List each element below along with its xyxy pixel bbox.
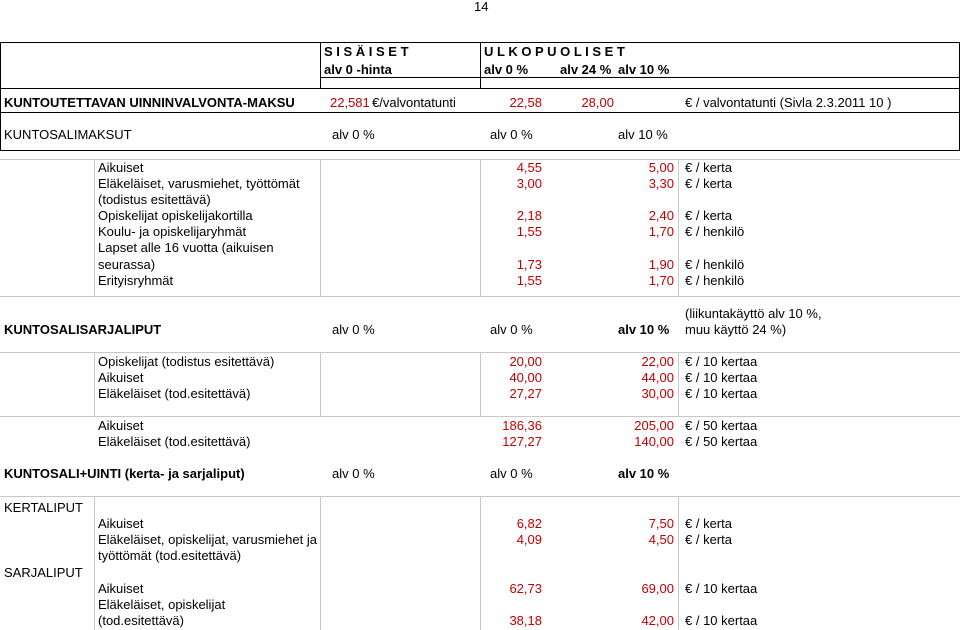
price-unit: € / 10 kertaa — [685, 370, 758, 385]
price-alv10: 3,30 — [648, 176, 674, 191]
price-alv10: 44,00 — [641, 370, 674, 385]
kertaliput-title: KERTALIPUT — [4, 500, 83, 515]
list-item: Koulu- ja opiskelijaryhmät — [98, 224, 247, 239]
kuntoutus-unit-external: € / valvontatunti (Sivla 2.3.2011 10 ) — [685, 95, 892, 110]
price-alv0: 1,55 — [516, 224, 542, 239]
price-alv10: 5,00 — [648, 160, 674, 175]
price-unit: € / 50 kertaa — [685, 418, 758, 433]
price-alv0: 4,55 — [516, 160, 542, 175]
price-alv0: 20,00 — [509, 354, 542, 369]
price-unit: € / 10 kertaa — [685, 581, 758, 596]
list-item: Eläkeläiset (tod.esitettävä) — [98, 386, 251, 401]
price-unit: € / henkilö — [685, 273, 745, 288]
kuntosali-h-alv10: alv 10 % — [618, 127, 668, 142]
price-alv0: 1,55 — [516, 273, 542, 288]
price-unit: € / 10 kertaa — [685, 354, 758, 369]
price-alv0: 38,18 — [509, 613, 542, 628]
internal-heading: S I S Ä I S E T — [324, 44, 409, 59]
page-number: 14 — [474, 0, 489, 14]
uinti-h-internal: alv 0 % — [332, 466, 375, 481]
price-alv10: 7,50 — [648, 516, 674, 531]
price-alv0: 40,00 — [509, 370, 542, 385]
list-item: (todistus esitettävä) — [98, 192, 211, 207]
kuntoutus-price-internal: 22,581 — [330, 95, 370, 110]
sarjaliput-title: KUNTOSALISARJALIPUT — [4, 322, 162, 337]
price-alv10: 42,00 — [641, 613, 674, 628]
list-item: Erityisryhmät — [98, 273, 174, 288]
kuntoutus-price-alv0: 22,58 — [509, 95, 542, 110]
price-alv10: 140,00 — [634, 434, 674, 449]
kuntosali-h-alv0: alv 0 % — [490, 127, 533, 142]
list-item: Eläkeläiset (tod.esitettävä) — [98, 434, 251, 449]
list-item: Lapset alle 16 vuotta (aikuisen — [98, 240, 274, 255]
price-alv10: 22,00 — [641, 354, 674, 369]
list-item: Aikuiset — [98, 516, 144, 531]
price-unit: € / 50 kertaa — [685, 434, 758, 449]
col-alv24: alv 24 % — [560, 62, 612, 77]
uinti-h-alv10: alv 10 % — [618, 466, 670, 481]
list-item: työttömät (tod.esitettävä) — [98, 548, 242, 563]
list-item: (tod.esitettävä) — [98, 613, 184, 628]
list-item: Aikuiset — [98, 581, 144, 596]
list-item: Aikuiset — [98, 418, 144, 433]
price-unit: € / henkilö — [685, 224, 745, 239]
list-item: Eläkeläiset, opiskelijat — [98, 597, 226, 612]
col-alv10: alv 10 % — [618, 62, 670, 77]
kuntoutus-unit-internal: €/valvontatunti — [372, 95, 456, 110]
price-alv0: 62,73 — [509, 581, 542, 596]
list-item: Eläkeläiset, varusmiehet, työttömät — [98, 176, 300, 191]
price-alv0: 4,09 — [516, 532, 542, 547]
col-alv0: alv 0 % — [484, 62, 529, 77]
list-item: Eläkeläiset, opiskelijat, varusmiehet ja — [98, 532, 317, 547]
price-alv0: 6,82 — [516, 516, 542, 531]
external-heading: U L K O P U O L I S E T — [484, 44, 625, 59]
price-unit: € / kerta — [685, 532, 732, 547]
list-item: Opiskelijat opiskelijakortilla — [98, 208, 253, 223]
price-alv0: 186,36 — [502, 418, 542, 433]
price-unit: € / henkilö — [685, 257, 745, 272]
uinti-h-alv0: alv 0 % — [490, 466, 533, 481]
price-unit: € / kerta — [685, 516, 732, 531]
price-alv10: 4,50 — [648, 532, 674, 547]
list-item: seurassa) — [98, 257, 156, 272]
list-item: Opiskelijat (todistus esitettävä) — [98, 354, 275, 369]
sarjaliput-h-alv0: alv 0 % — [490, 322, 533, 337]
kuntoutus-price-alv24: 28,00 — [581, 95, 614, 110]
col-alv0-hinta: alv 0 -hinta — [324, 62, 392, 77]
list-item: Aikuiset — [98, 370, 144, 385]
price-alv0: 127,27 — [502, 434, 542, 449]
price-alv10: 69,00 — [641, 581, 674, 596]
kuntoutus-title: KUNTOUTETTAVAN UINNINVALVONTA-MAKSU — [4, 95, 295, 110]
price-alv10: 2,40 — [648, 208, 674, 223]
list-item: Aikuiset — [98, 160, 144, 175]
price-alv10: 1,90 — [648, 257, 674, 272]
price-alv0: 1,73 — [516, 257, 542, 272]
price-unit: € / kerta — [685, 160, 732, 175]
kuntosali-title: KUNTOSALIMAKSUT — [4, 127, 132, 142]
uinti-sarjaliput-title: SARJALIPUT — [4, 565, 83, 580]
price-alv10: 205,00 — [634, 418, 674, 433]
price-alv0: 27,27 — [509, 386, 542, 401]
price-unit: € / 10 kertaa — [685, 613, 758, 628]
price-alv10: 30,00 — [641, 386, 674, 401]
kuntosali-h-internal: alv 0 % — [332, 127, 375, 142]
sarjaliput-note-2: muu käyttö 24 %) — [685, 322, 787, 337]
sarjaliput-h-internal: alv 0 % — [332, 322, 375, 337]
sarjaliput-h-alv10: alv 10 % — [618, 322, 670, 337]
price-alv0: 2,18 — [516, 208, 542, 223]
price-alv0: 3,00 — [516, 176, 542, 191]
price-alv10: 1,70 — [648, 273, 674, 288]
sarjaliput-note-1: (liikuntakäyttö alv 10 %, — [685, 306, 822, 321]
price-unit: € / kerta — [685, 208, 732, 223]
price-unit: € / kerta — [685, 176, 732, 191]
uinti-title: KUNTOSALI+UINTI (kerta- ja sarjaliput) — [4, 466, 245, 481]
price-unit: € / 10 kertaa — [685, 386, 758, 401]
price-alv10: 1,70 — [648, 224, 674, 239]
